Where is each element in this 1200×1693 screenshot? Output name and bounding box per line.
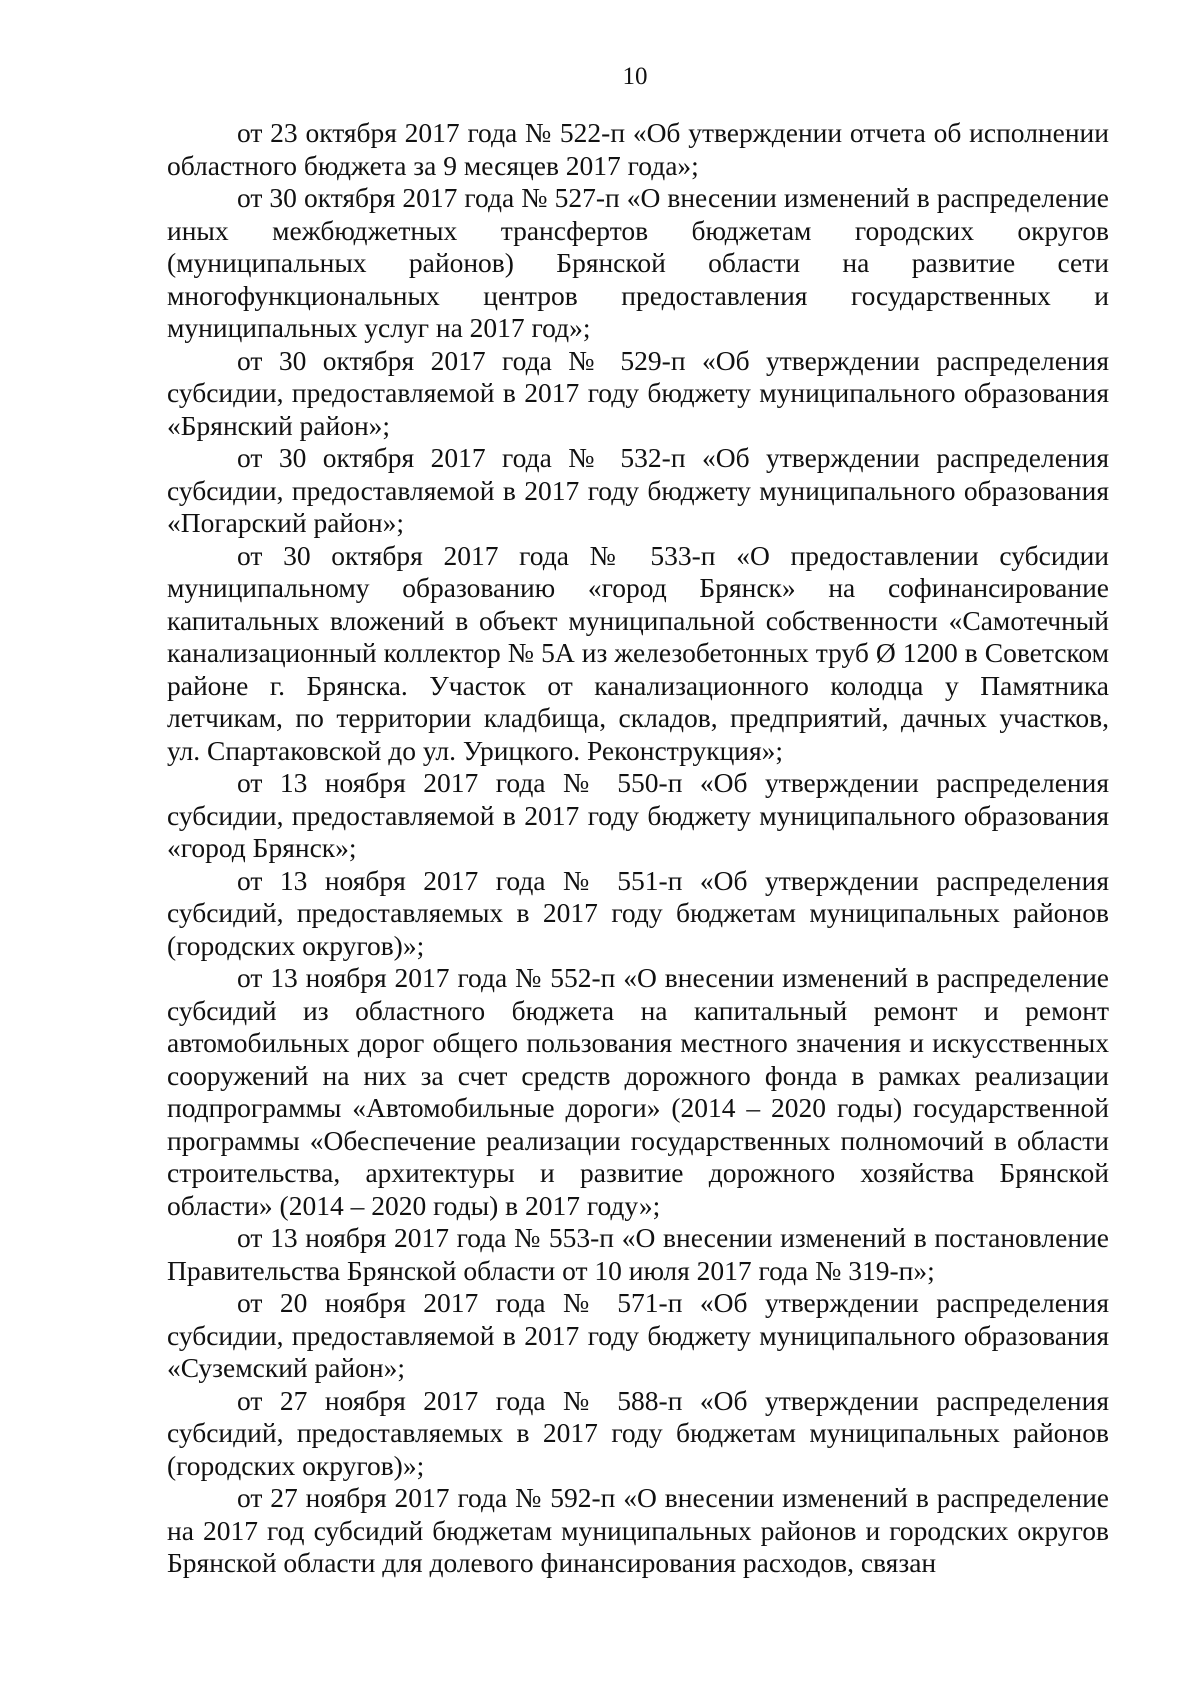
paragraph-resolution-552: от 13 ноября 2017 года № 552-п «О внесении изменений в распределение субсидий из областного бюджета на капитальный ремонт и ремонт автомобильных дорог общего пользования местного значения и искусственных сооружений на них за счет средств дорожного фонда в рамках реализации подпрограммы «Автомобильные дороги» (2014 – 2020 годы) государственной программы «Обеспечение реализации государственных полномочий в области строительства, архитектуры и развитие дорожного хозяйства Брянской области» (2014 – 2020 годы) в 2017 году»; bbox=[167, 962, 1109, 1221]
paragraph-resolution-532: от 30 октября 2017 года № 532-п «Об утверждении распределения субсидии, предоставляемой в 2017 году бюджету муниципального образования «Погарский район»; bbox=[167, 442, 1109, 538]
paragraph-resolution-553: от 13 ноября 2017 года № 553-п «О внесении изменений в постановление Правительства Брянской области от 10 июля 2017 года № 319-п»; bbox=[167, 1222, 1109, 1286]
paragraph-resolution-550: от 13 ноября 2017 года № 550-п «Об утверждении распределения субсидии, предоставляемой в 2017 году бюджету муниципального образования «город Брянск»; bbox=[167, 767, 1109, 863]
paragraph-resolution-527: от 30 октября 2017 года № 527-п «О внесении изменений в распределение иных межбюджетных трансфертов бюджетам городских округов (муниципальных районов) Брянской области на развитие сети многофункциональных центров предоставления государственных и муниципальных услуг на 2017 год»; bbox=[167, 182, 1109, 343]
page-number: 10 bbox=[622, 63, 648, 90]
paragraph-resolution-522: от 23 октября 2017 года № 522-п «Об утверждении отчета об исполнении областного бюджета за 9 месяцев 2017 года»; bbox=[167, 117, 1109, 181]
paragraph-resolution-529: от 30 октября 2017 года № 529-п «Об утверждении распределения субсидии, предоставляемой в 2017 году бюджету муниципального образования «Брянский район»; bbox=[167, 344, 1109, 441]
paragraph-resolution-592: от 27 ноября 2017 года № 592-п «О внесении изменений в распределение на 2017 год субсидий бюджетам муниципальных районов и городских округов Брянской области для долевого финансирования расходов, связан bbox=[167, 1482, 1109, 1578]
paragraph-resolution-533: от 30 октября 2017 года № 533-п «О предоставлении субсидии муниципальному образованию «город Брянск» на софинансирование капитальных вложений в объект муниципальной собственности «Самотечный канализационный коллектор № 5А из железобетонных труб Ø 1200 в Советском районе г. Брянска. Участок от канализационного колодца у Памятника летчикам, по территории кладбища, складов, предприятий, дачных участков, ул. Спартаковской до ул. Урицкого. Реконструкция»; bbox=[167, 539, 1109, 766]
paragraph-resolution-551: от 13 ноября 2017 года № 551-п «Об утверждении распределения субсидий, предоставляемых в 2017 году бюджетам муниципальных районов (городских округов)»; bbox=[167, 864, 1109, 961]
paragraph-resolution-571: от 20 ноября 2017 года № 571-п «Об утверждении распределения субсидии, предоставляемой в 2017 году бюджету муниципального образования «Суземский район»; bbox=[167, 1287, 1109, 1383]
paragraph-resolution-588: от 27 ноября 2017 года № 588-п «Об утверждении распределения субсидий, предоставляемых в 2017 году бюджетам муниципальных районов (городских округов)»; bbox=[167, 1384, 1109, 1481]
document-body bbox=[167, 117, 1109, 1580]
